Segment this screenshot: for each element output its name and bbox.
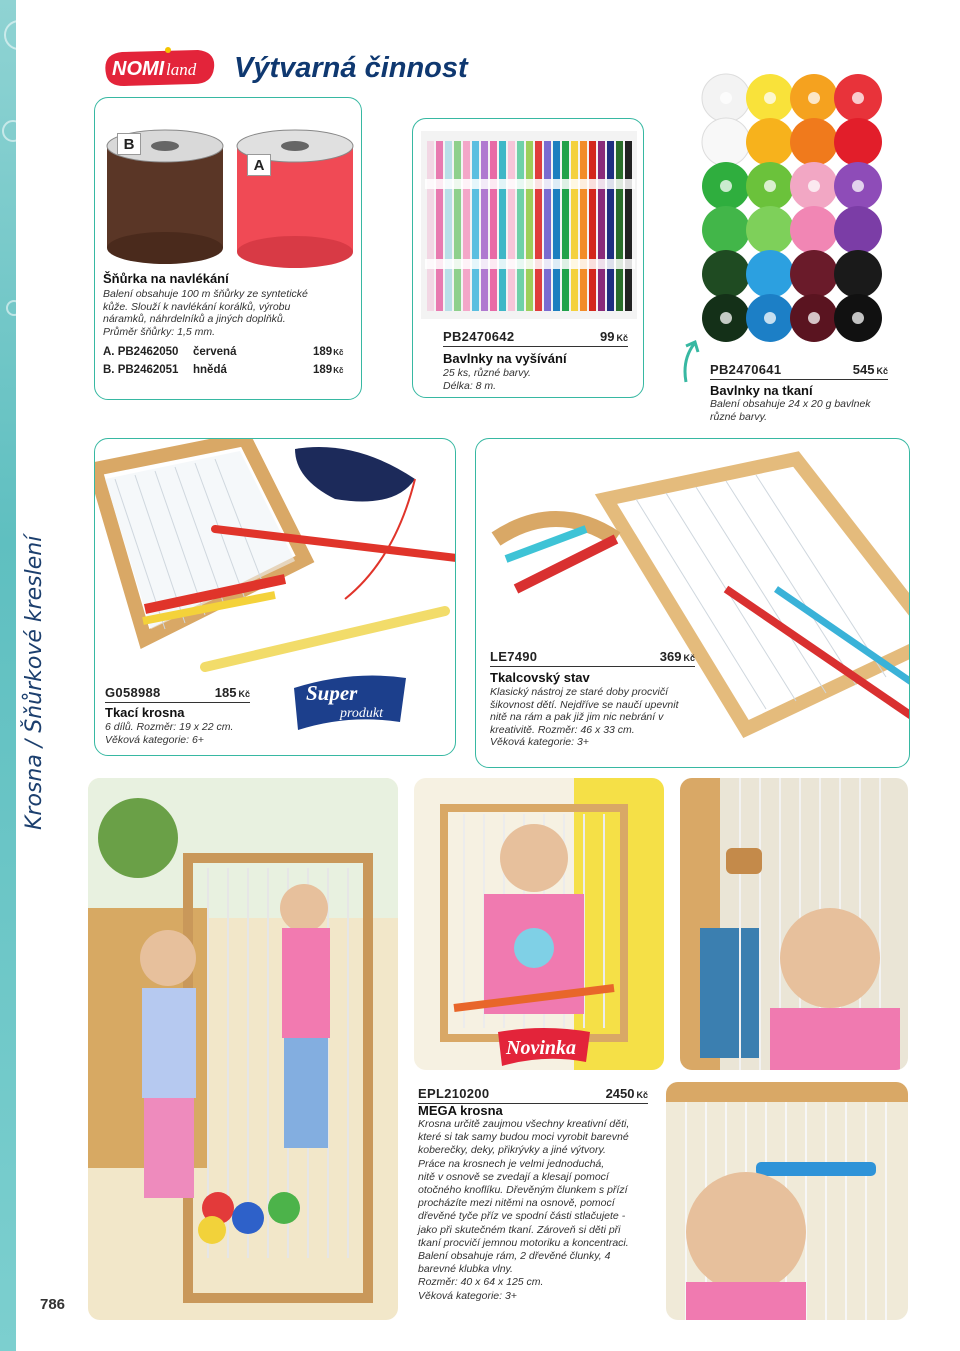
product-card-tkalcovsky-stav bbox=[475, 438, 910, 768]
product-description: 25 ks, různé barvy. Délka: 8 m. bbox=[443, 367, 531, 392]
product-description-tkani: Balení obsahuje 24 x 20 g bavlnek různé barvy. bbox=[710, 398, 871, 423]
super-text: Super bbox=[306, 681, 358, 705]
product-name-tkani: Bavlnky na tkaní bbox=[710, 383, 813, 398]
product-description: 6 dílů. Rozměr: 19 x 22 cm. Věková kategorie: 6+ bbox=[105, 721, 234, 746]
code-price-row-mega: EPL210200 2450 Kč bbox=[418, 1086, 648, 1104]
produkt-text: produkt bbox=[340, 706, 384, 721]
page-number: 786 bbox=[40, 1296, 66, 1313]
product-name-mega: MEGA krosna bbox=[418, 1103, 503, 1118]
nomiland-logo bbox=[98, 44, 220, 90]
product-description: Balení obsahuje 100 m šňůrky ze syntetické kůže. Slouží k navlékání korálků, výrobu náramků, náhrdelníků a jiných doplňků. Průměr šňůrky: 1,5 mm. bbox=[103, 288, 308, 338]
photo-girl-weaving bbox=[666, 1082, 908, 1320]
novinka-text: Novinka bbox=[506, 1037, 576, 1059]
embroidery-floss-image bbox=[413, 119, 644, 319]
small-loom-image bbox=[95, 439, 456, 679]
arrow-icon bbox=[678, 336, 704, 384]
product-name: Tkací krosna bbox=[105, 705, 185, 720]
label-a: A bbox=[247, 154, 271, 176]
photo-girl-knob bbox=[680, 778, 908, 1070]
yarn-balls-image bbox=[700, 70, 890, 350]
svg-text:land: land bbox=[166, 60, 197, 79]
code-price-row: G058988 185 Kč bbox=[105, 685, 250, 703]
spools-image bbox=[95, 98, 362, 268]
super-produkt-badge bbox=[292, 670, 410, 732]
product-name: Bavlnky na vyšívání bbox=[443, 351, 567, 366]
photo-children-loom bbox=[88, 778, 398, 1320]
product-card-vysivani bbox=[412, 118, 644, 398]
code-price-row-tkani: PB2470641 545 Kč bbox=[710, 362, 888, 380]
product-name: Šňůrka na navlékání bbox=[103, 271, 229, 286]
product-description-mega: Krosna určitě zaujmou všechny kreativní děti, které si tak samy budou moci vyrobit barevné koberečky, deky, přikrývky a jiné výtvory. Práce na krosnech je velmi jednoduchá, nitě v osnově se zvedají a klesají pomocí otočného knoflíku. Dřevěným člunkem s přízí procházíte mezi nitěmi na osnově, pomocí dřevěné tyče příz ve spodní části stlačujete - jako při skutečném tkaní. Zároveň si děti při tkaní procvičí jemnou motoriku a koncentraci. Balení obsahuje rám, 2 dřevěné člunky, 4 barevné klubka vlny. Rozměr: 40 x 64 x 125 cm. Věková kategorie: 3+ bbox=[418, 1118, 630, 1302]
page-title: Výtvarná činnost bbox=[234, 52, 468, 84]
svg-text:NOMI: NOMI bbox=[112, 58, 165, 80]
product-name: Tkalcovský stav bbox=[490, 670, 590, 685]
product-card-snurka bbox=[94, 97, 362, 400]
label-b: B bbox=[117, 133, 141, 155]
code-price-row: PB2470642 99 Kč bbox=[443, 329, 628, 347]
product-description: Klasický nástroj ze staré doby procvičí šikovnost dětí. Nejdříve se naučí upevnit nitě na rám a pak již jim nic nebrání v kreativitě. Rozměr: 46 x 33 cm. Věková kategorie: 3+ bbox=[490, 686, 679, 748]
novinka-badge bbox=[496, 1022, 592, 1070]
section-title: Krosna / Šňůrkové kreslení bbox=[22, 535, 47, 830]
code-price-row: LE7490 369 Kč bbox=[490, 649, 695, 667]
variant-row-a: A. PB2462050 červená 189Kč bbox=[103, 346, 344, 358]
variant-row-b: B. PB2462051 hnědá 189Kč bbox=[103, 364, 344, 376]
